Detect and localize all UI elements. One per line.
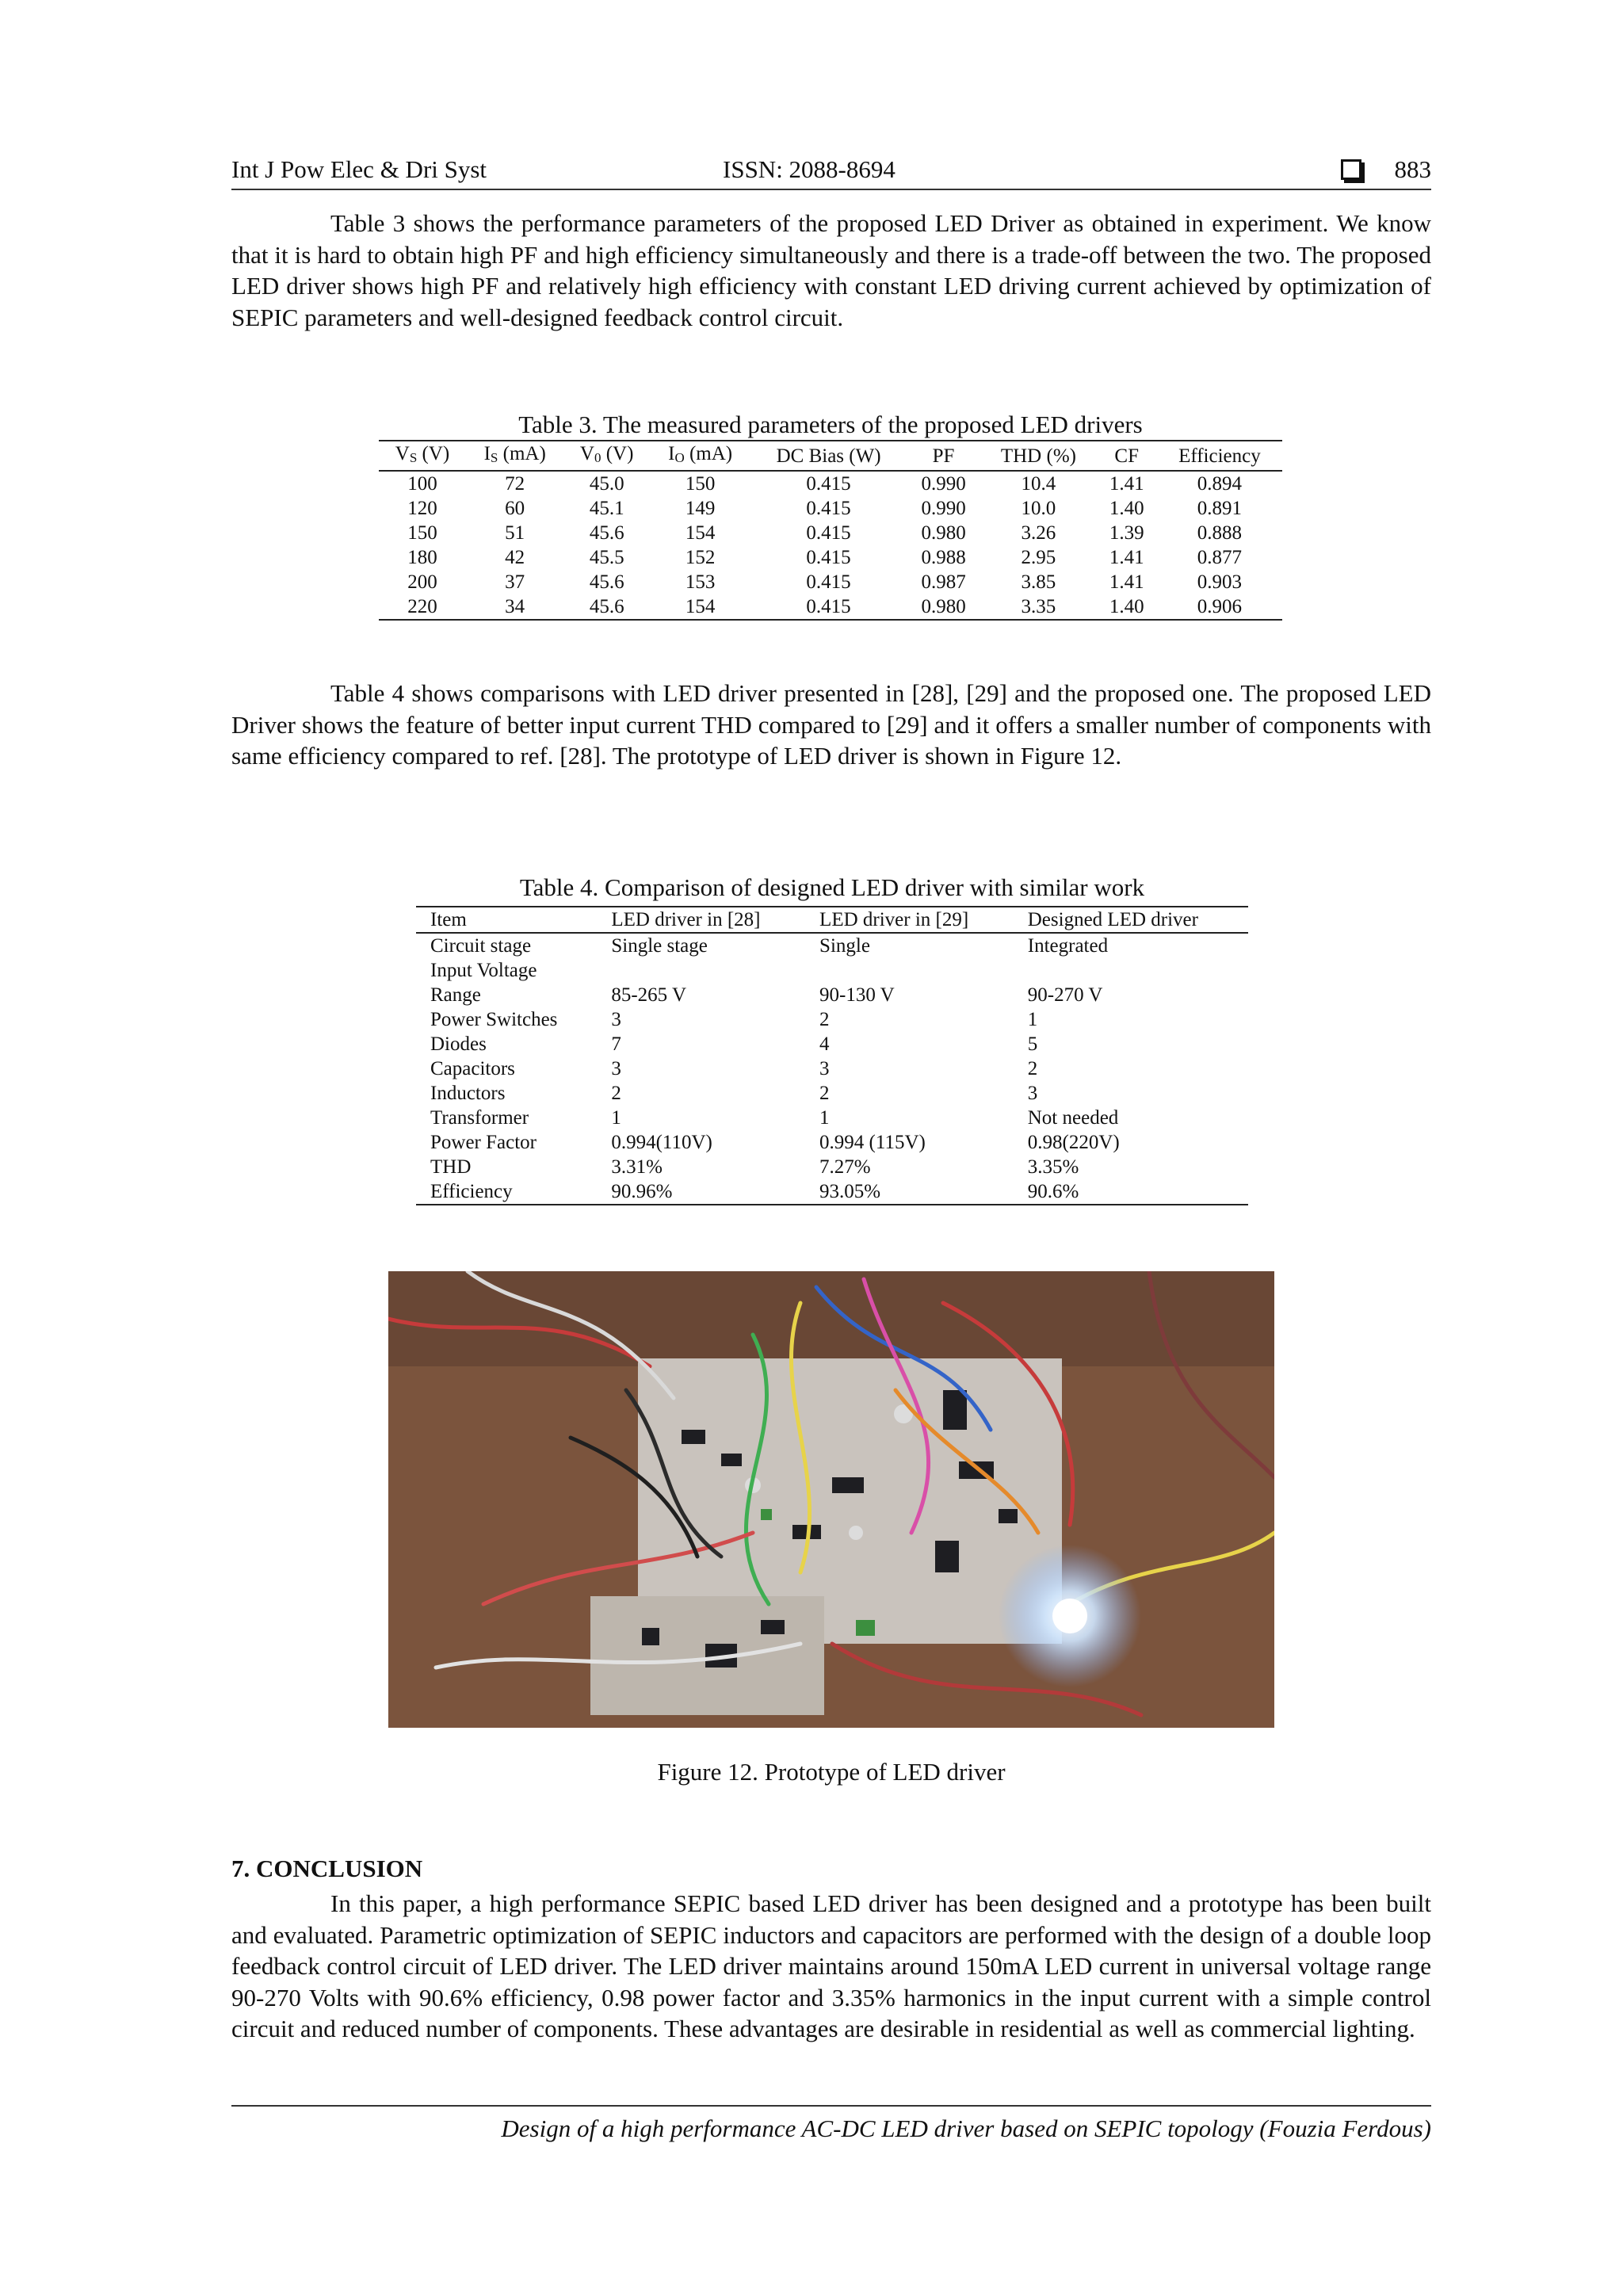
page-number-group [1341,155,1432,184]
table3-header-v0: $V_0$ (V) [563,441,650,471]
page-footer: Design of a high performance AC-DC LED driver based on SEPIC topology (Fouzia Ferdous) [231,2105,1431,2143]
table4-cell-designed: 0.98(220V) [1027,1132,1120,1153]
table4-cell-ref29: 0.994 (115V) [819,1132,926,1153]
table4-cell-item: Input Voltage [430,960,537,981]
table3-cell-vs: 220 [379,594,466,620]
prototype-photo-illustration [388,1271,1274,1728]
table3-cell-is: 72 [505,473,525,495]
table3-cell-efficiency: 0.888 [1197,522,1243,544]
table3-cell-is: 60 [505,498,525,519]
table4-cell-designed: 3.35% [1027,1156,1079,1178]
table4-header-item: Item [416,907,597,933]
table4-cell-designed: 3 [1027,1083,1038,1104]
table4-cell-item: Range [430,984,481,1006]
table3-header-row [379,441,1282,471]
table4-row [416,1081,1248,1106]
table3-header-dcbias: DC Bias (W) [750,441,907,471]
table4-cell-item: Efficiency [416,1179,597,1205]
table4-cell-ref29: 3 [819,1058,830,1079]
table3-cell-efficiency: 0.877 [1197,547,1243,568]
journal-name: Int J Pow Elec & Dri Syst [231,155,487,183]
table3-cell-dcbias: 0.415 [806,571,851,593]
table4-header-ref29: LED driver in [29] [805,907,1014,933]
table4-cell-item: Power Switches [430,1009,558,1030]
table4-cell-ref28: Single stage [611,935,708,957]
table4 [416,906,1248,1205]
table4-cell-ref28 [597,958,805,983]
table4-row [416,1007,1248,1032]
table3-cell-efficiency: 0.903 [1197,571,1243,593]
table4-row [416,1056,1248,1081]
table4-cell-ref29 [805,958,1014,983]
table4-row [416,1032,1248,1056]
figure12-caption: Figure 12. Prototype of LED driver [657,1758,1006,1786]
table3-header-thd: THD (%) [980,441,1096,471]
table4-cell-ref28: 2 [611,1083,621,1104]
table3-cell-pf: 0.988 [921,547,966,568]
table4-cell-item: Circuit stage [430,935,532,957]
table4-cell-designed: 90.6% [1014,1179,1248,1205]
table3-cell-vs: 100 [407,473,437,495]
table3-header-vs: $V_S$ (V) [379,441,466,471]
table4-header-ref28: LED driver in [28] [597,907,805,933]
table4-cell-designed: 2 [1027,1058,1038,1079]
table4-cell-ref29: 2 [819,1083,830,1104]
table4-cell-item: Inductors [430,1083,506,1104]
table3-cell-vs: 150 [407,522,437,544]
square-bullet-icon [1341,159,1361,180]
table3-cell-dcbias: 0.415 [806,498,851,519]
table3-cell-dcbias: 0.415 [806,547,851,568]
table4-cell-ref29: 7.27% [819,1156,871,1178]
table3-cell-is: 51 [505,522,525,544]
table3-cell-is: 34 [466,594,563,620]
table3-cell-cf: 1.41 [1109,571,1144,593]
table4-cell-ref29: 90-130 V [819,984,895,1006]
paragraph-table4-intro: Table 4 shows comparisons with LED driver presented in [28], [29] and the proposed one. The proposed LED Driver shows the feature of better input current THD compared to [29] and it offers a smaller number of components with same efficiency compared to ref. [28]. The prototype of LED driver is shown in Figure 12. [231,679,1431,770]
table3-header-is: $I_S$ (mA) [466,441,563,471]
paragraph-table3-intro: Table 3 shows the performance parameters of the proposed LED Driver as obtained in experiment. We know that it is hard to obtain high PF and high efficiency simultaneously and there is a trade-off between the two. The proposed LED driver shows high PF and relatively high efficiency with constant LED driving current achieved by optimization of SEPIC parameters and well-designed feedback control circuit. [231,209,1431,331]
table3-cell-is: 37 [505,571,525,593]
table4-cell-ref28: 1 [611,1107,621,1129]
table3-header-io: $I_O$ (mA) [650,441,750,471]
table4-cell-ref28: 3 [611,1058,621,1079]
table4-cell-ref29: 1 [819,1107,830,1129]
table3-row [379,471,1282,496]
table3-cell-thd: 3.26 [1021,522,1056,544]
table4-cell-designed: 1 [1027,1009,1038,1030]
table3-cell-cf: 1.41 [1109,547,1144,568]
table3-cell-thd: 10.0 [1021,498,1056,519]
table4-row [416,1155,1248,1179]
table3-cell-pf: 0.990 [921,473,966,495]
table4-cell-ref28: 0.994(110V) [611,1132,712,1153]
table3-row [379,594,1282,620]
table4-cell-designed: 90-270 V [1027,984,1103,1006]
table4-cell-ref28: 85-265 V [611,984,687,1006]
table3-cell-io: 149 [685,498,716,519]
table3-cell-thd: 2.95 [1021,547,1056,568]
table3-cell-efficiency: 0.906 [1157,594,1282,620]
table3-row [379,545,1282,570]
table3-cell-io: 150 [685,473,716,495]
table3-row [379,521,1282,545]
table3 [379,440,1282,621]
table3-cell-pf: 0.987 [921,571,966,593]
table3-cell-v0: 45.5 [589,547,624,568]
table3-cell-vs: 200 [407,571,437,593]
table3-cell-io: 153 [685,571,716,593]
table4-cell-designed [1014,958,1248,983]
table3-cell-thd: 3.35 [980,594,1096,620]
table3-cell-cf: 1.41 [1109,473,1144,495]
table4-cell-ref28: 3.31% [611,1156,663,1178]
table3-cell-efficiency: 0.891 [1197,498,1243,519]
table3-cell-v0: 45.6 [589,571,624,593]
table3-caption: Table 3. The measured parameters of the proposed LED drivers [518,411,1143,438]
table3-cell-thd: 3.85 [1021,571,1056,593]
table4-body [416,933,1248,1205]
page-number: 883 [1394,155,1431,183]
table4-row [416,1106,1248,1130]
table4-row [416,983,1248,1007]
table3-cell-thd: 10.4 [1021,473,1056,495]
table3-cell-dcbias: 0.415 [806,473,851,495]
table4-cell-item: THD [430,1156,472,1178]
table3-header-pf: PF [907,441,980,471]
table4-row [416,1179,1248,1205]
table3-cell-is: 42 [505,547,525,568]
table3-cell-vs: 180 [407,547,437,568]
table3-cell-pf: 0.990 [921,498,966,519]
figure12-photo [388,1271,1274,1728]
table3-cell-dcbias: 0.415 [750,594,907,620]
table4-cell-ref29: Single [819,935,870,957]
table3-cell-v0: 45.6 [589,522,624,544]
table4-cell-item: Diodes [430,1033,487,1055]
table4-header-row [416,907,1248,933]
table3-header-cf: CF [1097,441,1157,471]
table3-cell-cf: 1.40 [1109,498,1144,519]
table4-cell-ref28: 90.96% [597,1179,805,1205]
section-heading-conclusion: 7. CONCLUSION [231,1855,423,1882]
table4-cell-designed: Not needed [1027,1107,1119,1129]
table4-cell-ref29: 4 [819,1033,830,1055]
table3-cell-pf: 0.980 [921,522,966,544]
table3-cell-v0: 45.0 [589,473,624,495]
table4-header-designed: Designed LED driver [1014,907,1248,933]
table4-caption: Table 4. Comparison of designed LED driver with similar work [519,873,1145,901]
table4-cell-designed: 5 [1027,1033,1038,1055]
table3-cell-vs: 120 [407,498,437,519]
table3-cell-io: 154 [685,522,716,544]
table4-row [416,1130,1248,1155]
table3-cell-v0: 45.6 [563,594,650,620]
table3-body [379,471,1282,620]
table4-row [416,958,1248,983]
table4-row [416,933,1248,958]
table3-row [379,570,1282,594]
table4-cell-ref29: 2 [819,1009,830,1030]
table3-header-efficiency: Efficiency [1157,441,1282,471]
page-header [231,152,1431,190]
table4-cell-item: Power Factor [430,1132,537,1153]
table3-cell-efficiency: 0.894 [1197,473,1243,495]
table4-cell-ref28: 7 [611,1033,621,1055]
issn: ISSN: 2088-8694 [723,155,896,183]
table3-cell-cf: 1.40 [1097,594,1157,620]
table4-cell-item: Transformer [430,1107,529,1129]
table4-cell-designed: Integrated [1027,935,1109,957]
paragraph-conclusion: In this paper, a high performance SEPIC based LED driver has been designed and a prototype has been built and evaluated. Parametric optimization of SEPIC inductors and capacitors are performed with the design of a double loop feedback control circuit of LED driver. The LED driver maintains around 150mA LED current in universal voltage range 90-270 Volts with 90.6% efficiency, 0.98 power factor and 3.35% harmonics in the input current with a simple control circuit and reduced number of components. These advantages are desirable in residential as well as commercial lighting. [231,1889,1431,2042]
table3-cell-cf: 1.39 [1109,522,1144,544]
table3-cell-io: 152 [685,547,716,568]
table3-cell-io: 154 [650,594,750,620]
table3-cell-dcbias: 0.415 [806,522,851,544]
table4-cell-item: Capacitors [430,1058,515,1079]
table3-cell-pf: 0.980 [907,594,980,620]
table3-cell-v0: 45.1 [589,498,624,519]
table3-row [379,496,1282,521]
table4-cell-ref28: 3 [611,1009,621,1030]
table4-cell-ref29: 93.05% [805,1179,1014,1205]
